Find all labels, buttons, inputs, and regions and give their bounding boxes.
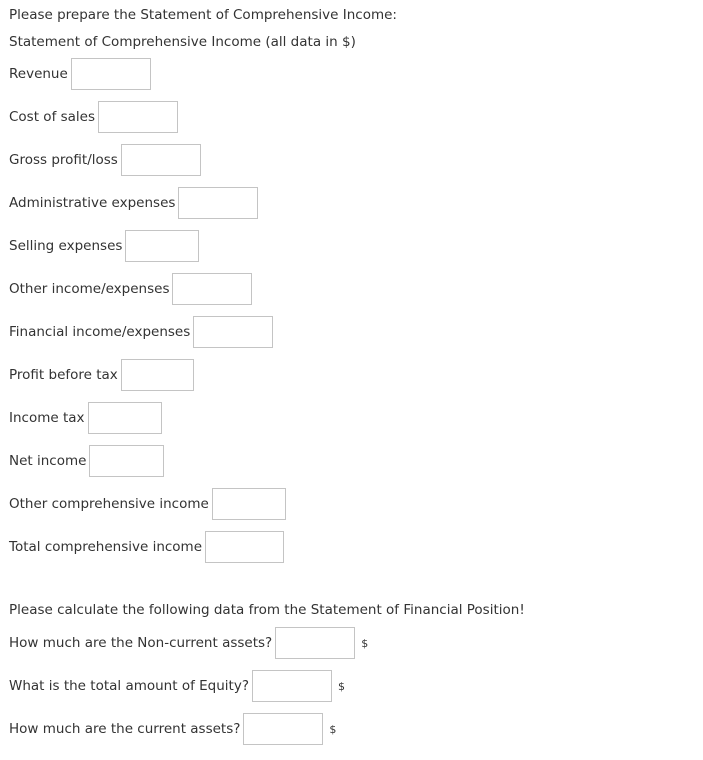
instruction-text: Please prepare the Statement of Comprehensive Income: (9, 7, 397, 23)
administrative-expenses-label: Administrative expenses (9, 195, 176, 211)
financial-income-expenses-row (9, 316, 273, 348)
revenue-label: Revenue (9, 66, 68, 82)
other-comprehensive-income-input[interactable] (212, 488, 286, 520)
net-income-row (9, 445, 164, 477)
cost-of-sales-input[interactable] (98, 101, 178, 133)
total-comprehensive-income-label: Total comprehensive income (9, 539, 203, 555)
other-income-expenses-input[interactable] (172, 273, 252, 305)
cost-of-sales-row (9, 101, 178, 133)
non-current-assets-question: How much are the Non-current assets? (9, 635, 273, 651)
profit-before-tax-input[interactable] (121, 359, 194, 391)
current-assets-row (9, 713, 336, 745)
selling-expenses-label: Selling expenses (9, 238, 123, 254)
net-income-label: Net income (9, 453, 87, 469)
equity-input[interactable] (252, 670, 332, 702)
non-current-assets-input[interactable] (275, 627, 355, 659)
revenue-row (9, 58, 151, 90)
net-income-input[interactable] (89, 445, 164, 477)
equity-row (9, 670, 345, 702)
administrative-expenses-row (9, 187, 258, 219)
financial-income-expenses-input[interactable] (193, 316, 273, 348)
financial-position-instruction: Please calculate the following data from the Statement of Financial Position! (9, 602, 525, 618)
current-assets-question: How much are the current assets? (9, 721, 241, 737)
income-tax-row (9, 402, 162, 434)
total-comprehensive-income-input[interactable] (205, 531, 284, 563)
other-income-expenses-row (9, 273, 252, 305)
revenue-input[interactable] (71, 58, 151, 90)
administrative-expenses-input[interactable] (178, 187, 258, 219)
other-comprehensive-income-row (9, 488, 286, 520)
non-current-assets-row (9, 627, 368, 659)
income-tax-label: Income tax (9, 410, 85, 426)
gross-profit-input[interactable] (121, 144, 201, 176)
equity-question: What is the total amount of Equity? (9, 678, 249, 694)
profit-before-tax-row (9, 359, 194, 391)
dollar-unit: $ (337, 679, 345, 693)
dollar-unit: $ (329, 722, 337, 736)
statement-title: Statement of Comprehensive Income (all data in $) (9, 34, 356, 50)
other-comprehensive-income-label: Other comprehensive income (9, 496, 209, 512)
selling-expenses-row (9, 230, 199, 262)
gross-profit-label: Gross profit/loss (9, 152, 118, 168)
current-assets-input[interactable] (243, 713, 323, 745)
dollar-unit: $ (361, 636, 369, 650)
selling-expenses-input[interactable] (125, 230, 199, 262)
income-tax-input[interactable] (88, 402, 162, 434)
gross-profit-row (9, 144, 201, 176)
other-income-expenses-label: Other income/expenses (9, 281, 170, 297)
profit-before-tax-label: Profit before tax (9, 367, 118, 383)
financial-income-expenses-label: Financial income/expenses (9, 324, 191, 340)
total-comprehensive-income-row (9, 531, 284, 563)
cost-of-sales-label: Cost of sales (9, 109, 96, 125)
